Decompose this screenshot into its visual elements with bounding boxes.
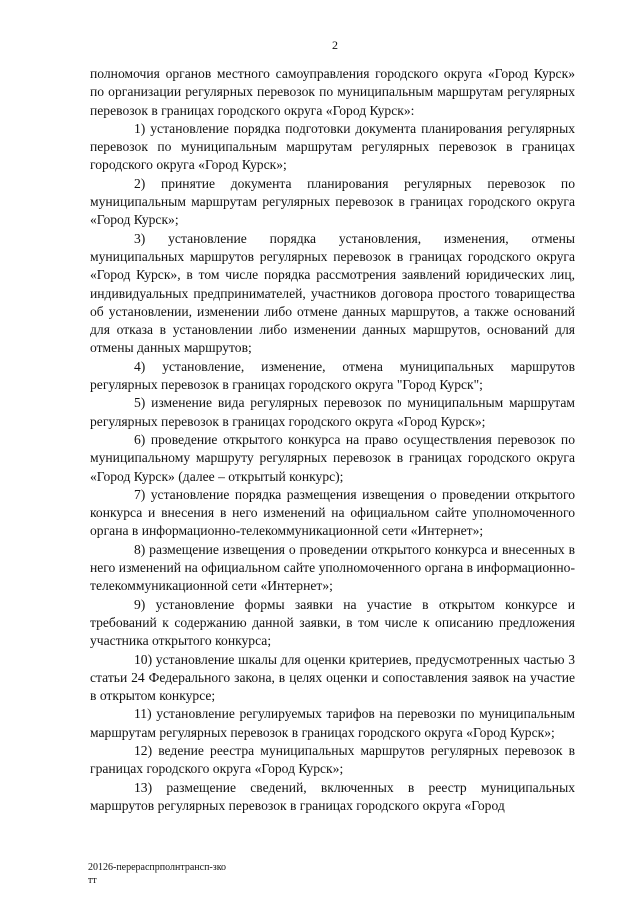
- paragraph-item-8: 8) размещение извещения о проведении открытого конкурса и внесенных в него изменений на официальном сайте уполномоченного органа в информационно-телекоммуникационной сети «Интернет»;: [90, 541, 575, 594]
- paragraph-item-3: 3) установление порядка установления, изменения, отмены муниципальных маршрутов регулярных перевозок в границах городского округа «Город Курск», в том числе порядка рассмотрения заявлений юридических лиц, индивидуальных предпринимателей, участников договора простого товарищества об установлении, изменении либо отмене данных маршрутов, а также оснований для отказа в установлении либо изменении данных маршрутов, оснований для отмены данных маршрутов;: [90, 230, 575, 356]
- document-footer: [88, 861, 226, 887]
- paragraph-item-11: 11) установление регулируемых тарифов на перевозки по муниципальным маршрутам регулярных перевозок в границах городского округа «Город Курск»;: [90, 706, 575, 740]
- paragraph-item-13: 13) размещение сведений, включенных в реестр муниципальных маршрутов регулярных перевозок в границах городского округа «Город: [90, 779, 575, 813]
- paragraph-item-1: 1) установление порядка подготовки документа планирования регулярных перевозок по муниципальным маршрутам регулярных перевозок в границах городского округа «Город Курск»;: [90, 120, 575, 173]
- paragraph-item-10: 10) установление шкалы для оценки критериев, предусмотренных частью 3 статьи 24 Федерального закона, в целях оценки и сопоставления заявок на участие в открытом конкурсе;: [90, 651, 575, 704]
- paragraph-item-6: 6) проведение открытого конкурса на право осуществления перевозок по муниципальному маршруту регулярных перевозок в границах городского округа «Город Курск» (далее – открытый конкурс);: [90, 431, 575, 484]
- footer-file-code: 20126-перераспрполнтрансп-зко: [88, 862, 227, 873]
- page-number: 2: [332, 38, 338, 52]
- paragraph-item-9: 9) установление формы заявки на участие в открытом конкурсе и требований к содержанию данной заявки, в том числе к описанию предложения участника открытого конкурса;: [90, 596, 575, 649]
- paragraph-intro: полномочия органов местного самоуправления городского округа «Город Курск» по организации регулярных перевозок по муниципальным маршрутам регулярных перевозок в границах городского округа «Город Курск»:: [90, 66, 575, 118]
- document-body: [90, 65, 575, 815]
- paragraph-item-5: 5) изменение вида регулярных перевозок по муниципальным маршрутам регулярных перевозок в границах городского округа «Город Курск»;: [90, 395, 575, 429]
- paragraph-item-12: 12) ведение реестра муниципальных маршрутов регулярных перевозок в границах городского округа «Город Курск»;: [90, 742, 575, 777]
- paragraph-item-7: 7) установление порядка размещения извещения о проведении открытого конкурса и внесения в него изменений на официальном сайте уполномоченного органа в информационно-телекоммуникационной сети «Интернет»;: [90, 486, 575, 539]
- paragraph-item-2: 2) принятие документа планирования регулярных перевозок по муниципальным маршрутам регулярных перевозок в границах городского округа «Город Курск»;: [90, 175, 575, 228]
- paragraph-item-4: 4) установление, изменение, отмена муниципальных маршрутов регулярных перевозок в границах городского округа "Город Курск";: [90, 358, 575, 393]
- footer-initials: тт: [88, 875, 97, 886]
